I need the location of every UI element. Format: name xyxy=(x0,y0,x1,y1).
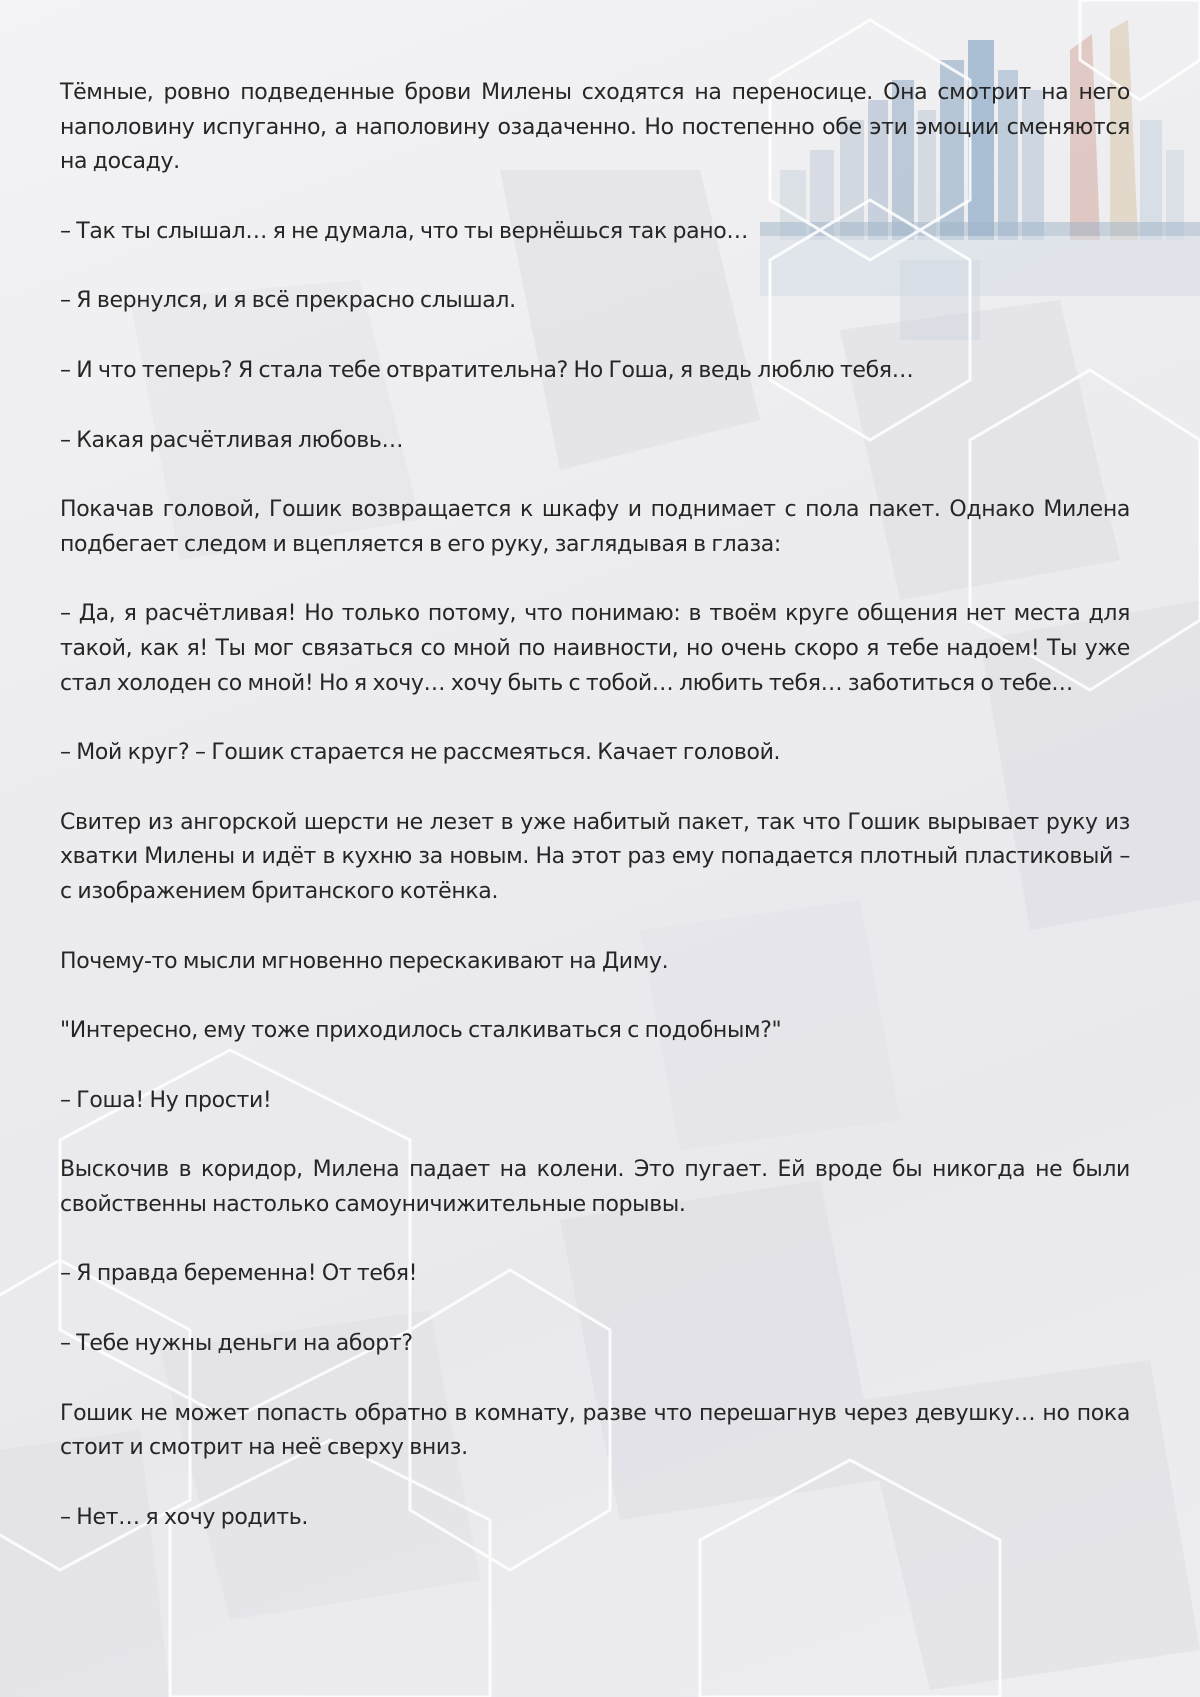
paragraph: – Я правда беременна! От тебя! xyxy=(60,1261,418,1287)
paragraph: Свитер из ангорской шерсти не лезет в уже набитый пакет, так что Гошик вырывает руку из хватки Милены и идёт в кухню за новым. На этот раз ему попадается плотный пластиковый – с изображением британского котёнка. xyxy=(60,809,1130,904)
paragraph: – Нет… я хочу родить. xyxy=(60,1504,308,1530)
paragraph: Гошик не может попасть обратно в комнату, разве что перешагнув через девушку… но пока стоит и смотрит на неё сверху вниз. xyxy=(60,1400,1130,1461)
paragraph: – Да, я расчётливая! Но только потому, что понимаю: в твоём круге общения нет места для такой, как я! Ты мог связаться со мной по наивности, но очень скоро я тебе надоем! Ты уже стал холоден со мной! Но я хочу… хочу быть с тобой… любить тебя… заботиться о тебе… xyxy=(60,601,1130,696)
paragraph: – И что теперь? Я стала тебе отвратительна? Но Гоша, я ведь люблю тебя… xyxy=(60,357,914,383)
paragraph: "Интересно, ему тоже приходилось сталкиваться с подобным?" xyxy=(60,1018,782,1044)
paragraph: – Какая расчётливая любовь… xyxy=(60,427,404,453)
paragraph: – Я вернулся, и я всё прекрасно слышал. xyxy=(60,288,516,314)
paragraph: Выскочив в коридор, Милена падает на колени. Это пугает. Ей вроде бы никогда не были свойственны настолько самоуничижительные порывы. xyxy=(60,1157,1130,1217)
paragraph: Тёмные, ровно подведенные брови Милены сходятся на переносице. Она смотрит на него наполовину испуганно, а наполовину озадаченно. Но постепенно обе эти эмоции сменяются на досаду. xyxy=(60,80,1130,175)
paragraph: – Гоша! Ну прости! xyxy=(60,1087,272,1113)
paragraph: Почему-то мысли мгновенно перескакивают на Диму. xyxy=(60,948,669,974)
paragraph: – Мой круг? – Гошик старается не рассмеяться. Качает головой. xyxy=(60,740,781,766)
paragraph: – Тебе нужны деньги на аборт? xyxy=(60,1331,413,1357)
story-text xyxy=(60,76,1130,1570)
paragraph: – Так ты слышал… я не думала, что ты вернёшься так рано… xyxy=(60,218,749,244)
paragraph: Покачав головой, Гошик возвращается к шкафу и поднимает с пола пакет. Однако Милена подбегает следом и вцепляется в его руку, заглядывая в глаза: xyxy=(60,497,1130,557)
